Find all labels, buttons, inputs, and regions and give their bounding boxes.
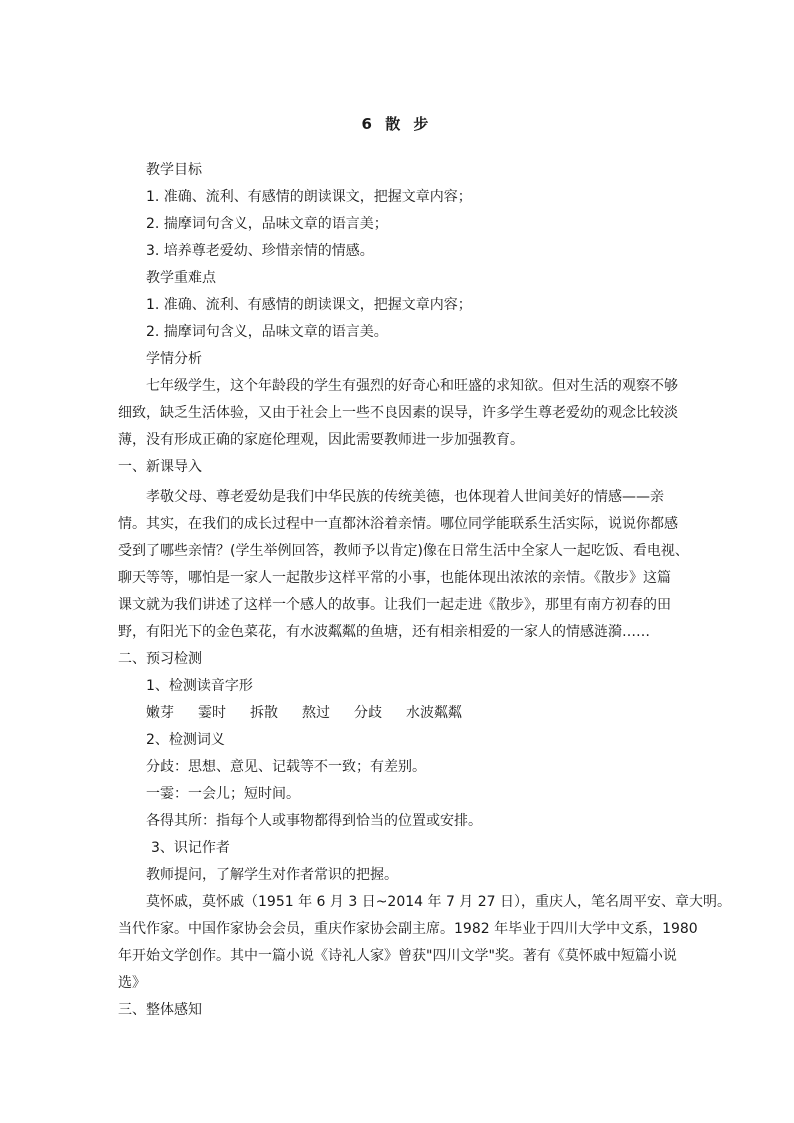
author-line: 年开始文学创作。其中一篇小说《诗礼人家》曾获"四川文学"奖。著有《莫怀戚中短篇小说	[118, 948, 677, 964]
key-point-item: 1. 准确、流利、有感情的朗读课文，把握文章内容；	[146, 297, 472, 313]
section1-line: 受到了哪些亲情？(学生举例回答，教师予以肯定)像在日常生活中全家人一起吃饭、看电视、	[118, 543, 689, 559]
page-title: 6 散 步	[361, 115, 433, 133]
section1-line: 聊天等等，哪怕是一家人一起散步这样平常的小事，也能体现出浓浓的亲情。《散步》这篇	[118, 570, 671, 586]
author-line: 当代作家。中国作家协会会员，重庆作家协会副主席。1982 年毕业于四川大学中文系，1980	[118, 921, 698, 937]
analysis-line: 七年级学生，这个年龄段的学生有强烈的好奇心和旺盛的求知欲。但对生活的观察不够	[146, 378, 678, 394]
objective-item: 1. 准确、流利、有感情的朗读课文，把握文章内容；	[146, 189, 472, 205]
key-points-heading: 教学重难点	[146, 270, 216, 286]
section3-heading: 三、整体感知	[118, 1002, 202, 1018]
word-item: 霎时	[198, 705, 226, 721]
definition-item: 一霎：一会儿；短时间。	[146, 786, 300, 802]
section1-line: 孝敬父母、尊老爱幼是我们中华民族的传统美德，也体现着人世间美好的情感——亲	[146, 489, 664, 505]
author-line: 选》	[118, 975, 146, 991]
word-list	[146, 703, 462, 723]
key-point-item: 2. 揣摩词句含义，品味文章的语言美。	[146, 324, 388, 340]
author-intro: 教师提问，了解学生对作者常识的把握。	[146, 867, 398, 883]
word-item: 嫩芽	[146, 705, 174, 721]
section1-line: 野，有阳光下的金色菜花，有水波粼粼的鱼塘，还有相亲相爱的一家人的情感涟漪……	[118, 624, 650, 640]
pronunciation-heading: 1、检测读音字形	[146, 678, 253, 694]
section1-heading: 一、新课导入	[118, 459, 202, 475]
analysis-heading: 学情分析	[146, 351, 202, 367]
word-item: 水波粼粼	[406, 705, 462, 721]
author-heading: 3、识记作者	[151, 840, 230, 856]
meaning-heading: 2、检测词义	[146, 732, 225, 748]
definition-item: 分歧：思想、意见、记载等不一致；有差别。	[146, 759, 426, 775]
author-line: 莫怀戚，莫怀戚（1951 年 6 月 3 日~2014 年 7 月 27 日），重庆人，笔名周平安、章大明。	[146, 894, 732, 910]
analysis-line: 细致，缺乏生活体验，又由于社会上一些不良因素的误导，许多学生尊老爱幼的观念比较淡	[118, 405, 678, 421]
section2-heading: 二、预习检测	[118, 651, 202, 667]
objective-item: 3. 培养尊老爱幼、珍惜亲情的情感。	[146, 243, 374, 259]
word-item: 拆散	[250, 705, 278, 721]
word-item: 分歧	[354, 705, 382, 721]
objective-item: 2. 揣摩词句含义，品味文章的语言美；	[146, 216, 388, 232]
analysis-line: 薄，没有形成正确的家庭伦理观，因此需要教师进一步加强教育。	[118, 432, 524, 448]
definition-item: 各得其所：指每个人或事物都得到恰当的位置或安排。	[146, 813, 482, 829]
section1-line: 课文就为我们讲述了这样一个感人的故事。让我们一起走进《散步》，那里有南方初春的田	[118, 597, 671, 613]
objectives-heading: 教学目标	[146, 162, 202, 178]
section1-line: 情。其实，在我们的成长过程中一直都沐浴着亲情。哪位同学能联系生活实际，说说你都感	[118, 516, 678, 532]
word-item: 熬过	[302, 705, 330, 721]
